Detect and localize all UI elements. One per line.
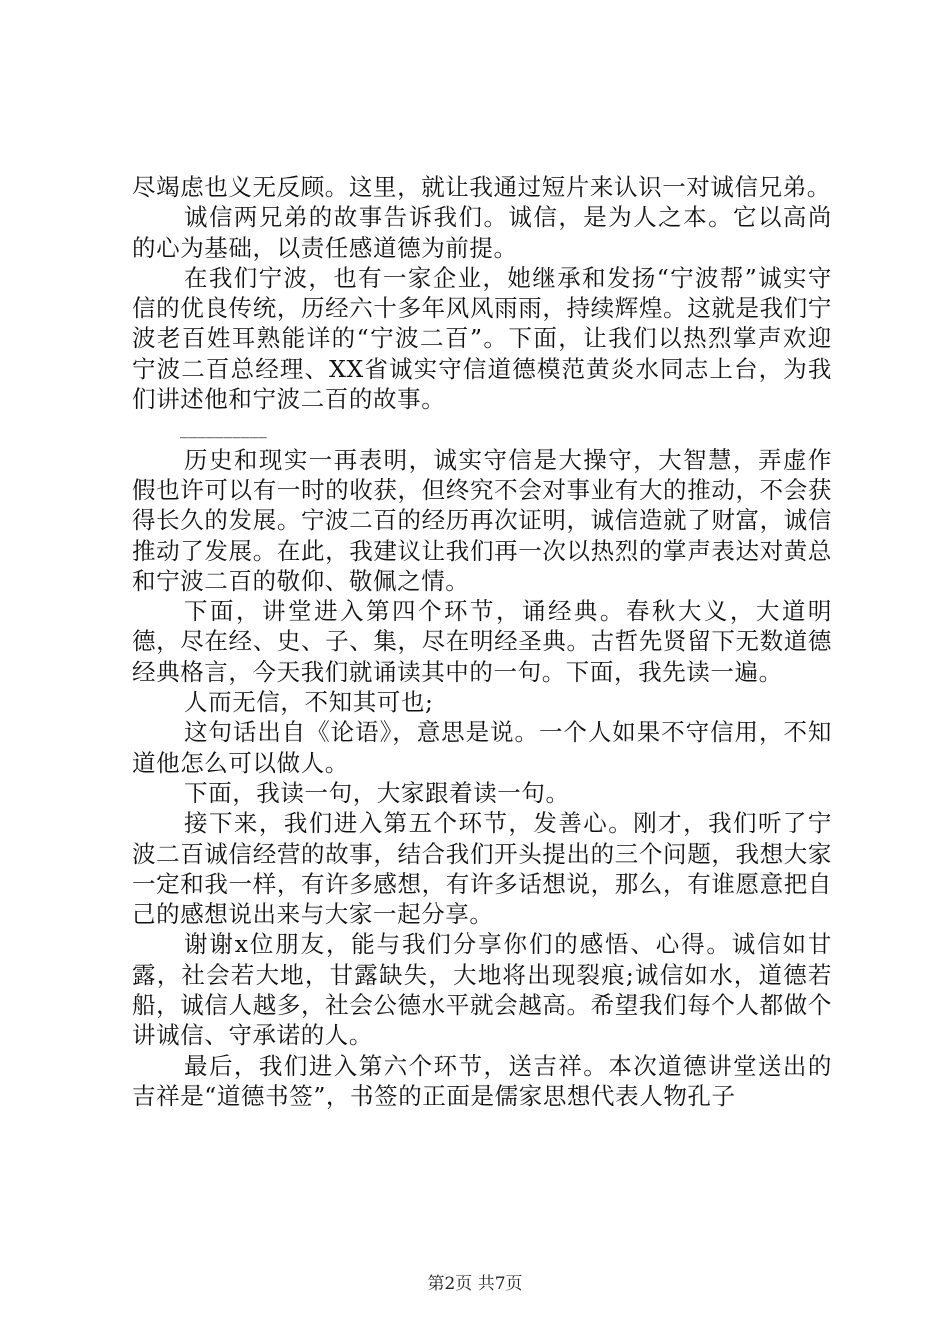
paragraph: 诚信两兄弟的故事告诉我们。诚信，是为人之本。它以高尚的心为基础，以责任感道德为前提。 xyxy=(132,203,832,262)
paragraph: 谢谢x位朋友，能与我们分享你们的感悟、心得。诚信如甘露，社会若大地，甘露缺失，大地将出现裂痕;诚信如水，道德若船，诚信人越多，社会公德水平就会越高。希望我们每个人都做个讲诚信、守承诺的人。 xyxy=(132,930,832,1050)
paragraph: 最后，我们进入第六个环节，送吉祥。本次道德讲堂送出的吉祥是“道德书签”，书签的正面是儒家思想代表人物孔子 xyxy=(132,1051,832,1110)
page-footer: 第2页 共7页 xyxy=(427,1274,523,1294)
paragraph: 历史和现实一再表明，诚实守信是大操守，大智慧，弄虚作假也许可以有一时的收获，但终究不会对事业有大的推动，不会获得长久的发展。宁波二百的经历再次证明，诚信造就了财富，诚信推动了发展。在此，我建议让我们再一次以热烈的掌声表达对黄总和宁波二百的敬仰、敬佩之情。 xyxy=(132,445,832,595)
paragraph: 下面，讲堂进入第四个环节，诵经典。春秋大义，大道明德，尽在经、史、子、集，尽在明经圣典。古哲先贤留下无数道德经典格言，今天我们就诵读其中的一句。下面，我先读一遍。 xyxy=(132,597,832,686)
paragraph: 尽竭虑也义无反顾。这里，就让我通过短片来认识一对诚信兄弟。 xyxy=(132,173,831,201)
paragraph: 这句话出自《论语》，意思是说。一个人如果不守信用，不知道他怎么可以做人。 xyxy=(132,718,832,777)
section-divider: __________ xyxy=(180,419,267,440)
quote-line: 人而无信，不知其可也; xyxy=(184,688,434,717)
document-body xyxy=(132,172,832,1111)
paragraph: 下面，我读一句，大家跟着读一句。 xyxy=(184,778,570,807)
paragraph: 接下来，我们进入第五个环节，发善心。刚才，我们听了宁波二百诚信经营的故事，结合我们开头提出的三个问题，我想大家一定和我一样，有许多感想，有许多话想说，那么，有谁愿意把自己的感想说出来与大家一起分享。 xyxy=(132,809,832,929)
paragraph: 在我们宁波，也有一家企业，她继承和发扬“宁波帮”诚实守信的优良传统，历经六十多年风风雨雨，持续辉煌。这就是我们宁波老百姓耳熟能详的“宁波二百”。下面，让我们以热烈掌声欢迎宁波二百总经理、XX省诚实守信道德模范黄炎水同志上台，为我们讲述他和宁波二百的故事。 xyxy=(132,263,832,414)
